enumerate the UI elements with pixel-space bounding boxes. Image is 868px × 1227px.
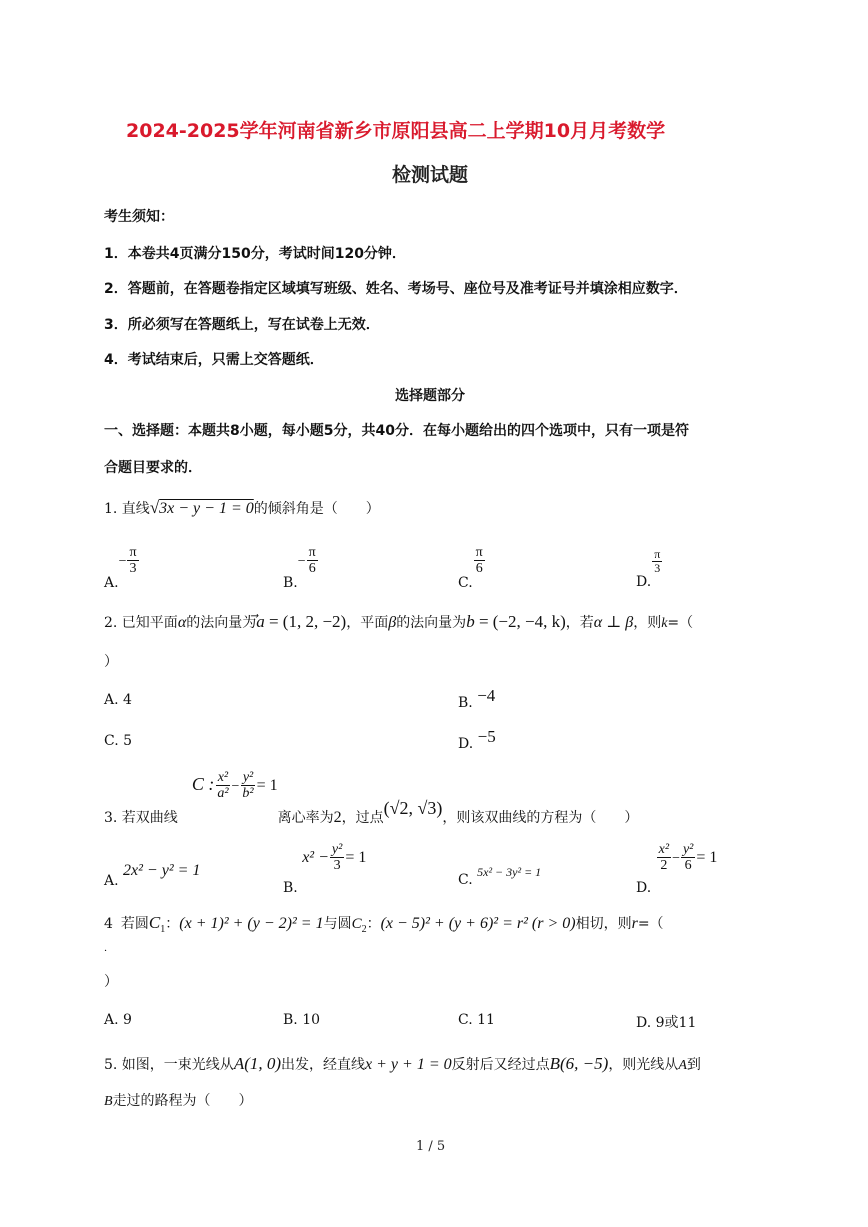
notice-item-2: 2．答题前，在答题卷指定区域填写班级、姓名、考场号、座位号及准考证号并填涂相应数字． [104,281,688,297]
notice-item-3: 3．所必须写在答题纸上，写在试卷上无效． [104,317,380,333]
q3-option-b: B. x² − $\frac{\text{y²}}{3}$ = 1 [283,842,367,896]
q2-option-a: A. 4 [104,692,132,708]
part1-line-2: 合题目要求的． [104,460,202,476]
q1-option-b: B.− $\frac{\pi}{6}$ [283,545,316,591]
question-1 [104,498,380,518]
q4-line-2: ） [104,974,118,990]
q4-option-d: D. 9或11 [636,1015,697,1031]
q5-line-2: B走过的路程为（ ） [104,1093,253,1109]
page-number: 1 / 5 [416,1139,446,1154]
q1-prefix: 1. 直线 [104,501,150,517]
notice-item-4: 4．考试结束后，只需上交答题纸． [104,352,324,368]
section-title: 选择题部分 [395,388,465,404]
part1-line-1: 一、选择题：本题共8小题，每小题5分，共40分．在每小题给出的四个选项中，只有一项是符 [104,423,689,439]
q1-option-a: A.− $\frac{\pi}{3}$ [104,545,137,591]
q1-option-d: D. $\frac{\pi}{3}$ [636,547,661,590]
q2-option-c: C. 5 [104,733,133,749]
notice-heading: 考生须知： [104,209,174,225]
q3-option-c: C. 5x² − 3y² = 1 [458,865,542,888]
q2-option-d: D. −5 [458,727,496,752]
question-4: 4 若圆$C_1$：(x + 1)² + (y − 2)² = 1与圆$C_2$：(x − 5)² + (y + 6)² = r² (r > 0)相切，则r=（ [104,913,664,935]
q4-option-a: A. 9 [104,1012,132,1028]
title-line-2: 检测试题 [392,164,469,186]
q1-expr: 3x − y − 1 = 0 [159,500,254,517]
question-3: 3. 若双曲线C : $\frac{\text{x²}}{\text{a²}}$ − $\frac{\text{y²}}{\text{b²}}$ = 1离心率为2，过点(√2, √3)，则该双曲线的方程为（ ） [104,770,639,826]
title-line-1: 2024-2025学年河南省新乡市原阳县高二上学期10月月考数学 [126,120,666,142]
q1-option-c: C. $\frac{\pi}{6}$ [458,545,483,591]
q2-line-2: ） [104,654,118,670]
notice-item-1: 1．本卷共4页满分150分，考试时间120分钟． [104,246,406,262]
q4-option-b: B. 10 [283,1012,321,1028]
question-5: 5. 如图，一束光线从A(1, 0)出发，经直线x + y + 1 = 0反射后又经过点B(6, −5)，则光线从A到 [104,1054,701,1073]
q3-option-a: A. 2x² − y² = 1 [104,862,201,889]
q3-option-d: D. $\frac{\text{x²}}{2}$ − $\frac{\text{y²}}{6}$ = 1 [636,842,718,896]
sqrt-symbol: √ [149,498,160,517]
q2-option-b: B. −4 [458,686,496,711]
q4-option-c: C. 11 [458,1012,495,1028]
q1-suffix: 的倾斜角是（ ） [253,501,380,517]
q4-dot: ． [104,943,114,954]
question-2: 2. 已知平面α的法向量为a = (1, 2, −2)，平面β的法向量为b = (−2, −4, k)，若α ⊥ β，则k=（ [104,612,694,631]
